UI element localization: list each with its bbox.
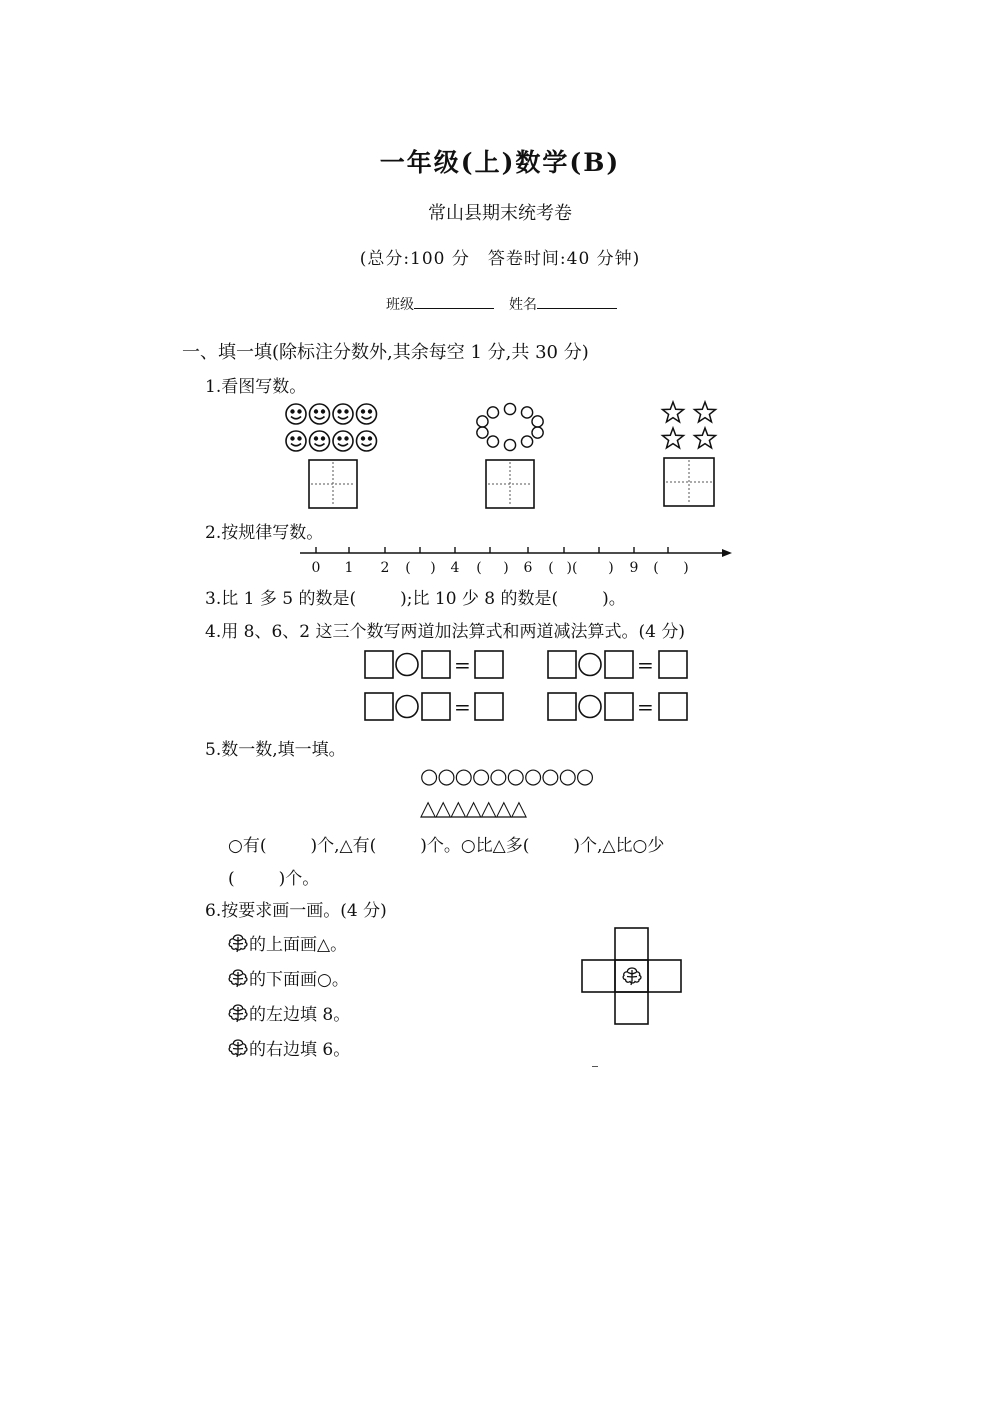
q5-line-1: ○有( )个,△有( )个。○比△多( )个,△比○少 xyxy=(228,836,665,856)
star-icon xyxy=(663,402,684,422)
number-line-label: ) xyxy=(503,560,509,576)
bead-icon xyxy=(477,427,488,438)
bead-icon xyxy=(487,436,498,447)
smiley-face-icon xyxy=(286,431,306,451)
number-line-label: 2 xyxy=(380,560,390,576)
grid-cell-right xyxy=(648,960,681,992)
bead-icon xyxy=(532,416,543,427)
smiley-face-icon xyxy=(286,404,306,424)
equals-sign: = xyxy=(637,653,654,677)
answer-box-1[interactable] xyxy=(309,460,357,508)
grape-leaf-icon xyxy=(227,1003,249,1023)
number-line-label: 0 xyxy=(311,560,321,576)
smiley-face-icon xyxy=(357,431,377,451)
answer-box-2[interactable] xyxy=(486,460,534,508)
smiley-face-icon xyxy=(310,431,330,451)
star-group xyxy=(663,402,716,448)
bead-icon xyxy=(521,407,532,418)
circles-row: ○○○○○○○○○○ xyxy=(420,764,594,788)
smiley-face-icon xyxy=(310,404,330,424)
q5-label: 5.数一数,填一填。 xyxy=(205,740,346,760)
grape-leaf-icon xyxy=(227,933,249,953)
class-label: 班级 xyxy=(386,297,414,313)
equation-row[interactable] xyxy=(548,651,687,678)
triangles-row: △△△△△△△ xyxy=(420,796,527,820)
equals-sign: = xyxy=(454,695,471,719)
smiley-face-icon xyxy=(333,431,353,451)
number-line-label: 4 xyxy=(450,560,460,576)
equals-sign: = xyxy=(454,653,471,677)
answer-box-3[interactable] xyxy=(664,458,714,506)
q6-item: 的下面画○。 xyxy=(227,965,349,990)
name-label: 姓名 xyxy=(509,297,537,313)
grape-leaf-icon xyxy=(623,968,641,985)
number-line-label: ( xyxy=(548,560,554,576)
grid-cell-top xyxy=(615,928,648,960)
star-icon xyxy=(695,402,716,422)
bead-icon xyxy=(504,403,515,414)
equation-row[interactable] xyxy=(365,693,503,720)
equation-row[interactable] xyxy=(548,693,687,720)
grape-leaf-icon xyxy=(227,968,249,988)
number-line-label: ) xyxy=(430,560,436,576)
q2-label: 2.按规律写数。 xyxy=(205,523,324,543)
number-line-label: ( xyxy=(476,560,482,576)
exam-subtitle: 常山县期末统考卷 xyxy=(428,203,572,224)
smiley-face-icon xyxy=(357,404,377,424)
equals-sign: = xyxy=(637,695,654,719)
bead-icon xyxy=(521,436,532,447)
number-line-label: )( xyxy=(566,560,578,576)
number-line-label: 6 xyxy=(523,560,533,576)
bead-icon xyxy=(477,416,488,427)
section-heading: 一、填一填(除标注分数外,其余每空 1 分,共 30 分) xyxy=(182,342,589,363)
q4-label: 4.用 8、6、2 这三个数写两道加法算式和两道减法算式。(4 分) xyxy=(205,622,685,642)
grape-leaf-icon xyxy=(227,1038,249,1058)
grid-cell-left xyxy=(582,960,615,992)
equation-row[interactable] xyxy=(365,651,503,678)
bead-icon xyxy=(487,407,498,418)
exam-info: (总分:100 分 答卷时间:40 分钟) xyxy=(359,249,641,269)
smiley-face-icon xyxy=(333,404,353,424)
number-line-label: ( xyxy=(653,560,659,576)
grid-cell-bottom xyxy=(615,992,648,1024)
q1-label: 1.看图写数。 xyxy=(205,377,307,397)
q3-sentence: 3.比 1 多 5 的数是( );比 10 少 8 的数是( )。 xyxy=(205,589,626,609)
q6-label: 6.按要求画一画。(4 分) xyxy=(205,901,387,921)
number-line-label: ) xyxy=(683,560,689,576)
star-icon xyxy=(663,428,684,448)
smiley-face-group xyxy=(286,404,377,451)
q5-line-2: ( )个。 xyxy=(228,869,320,889)
q6-item: 的右边填 6。 xyxy=(227,1035,350,1060)
star-icon xyxy=(695,428,716,448)
number-line-label: ) xyxy=(608,560,614,576)
page-mark xyxy=(592,1066,598,1067)
number-line-labels xyxy=(312,560,689,576)
q6-item: 的上面画△。 xyxy=(227,930,347,955)
bead-icon xyxy=(532,427,543,438)
page-title: 一年级(上)数学(B) xyxy=(379,148,621,177)
number-line-label: 1 xyxy=(344,560,354,576)
number-line xyxy=(300,547,732,557)
number-line-label: 9 xyxy=(629,560,639,576)
arrow-right-icon xyxy=(722,549,732,557)
number-line-label: ( xyxy=(405,560,411,576)
bead-ring-group xyxy=(477,403,543,450)
q6-item: 的左边填 8。 xyxy=(227,1000,350,1025)
bead-icon xyxy=(504,439,515,450)
